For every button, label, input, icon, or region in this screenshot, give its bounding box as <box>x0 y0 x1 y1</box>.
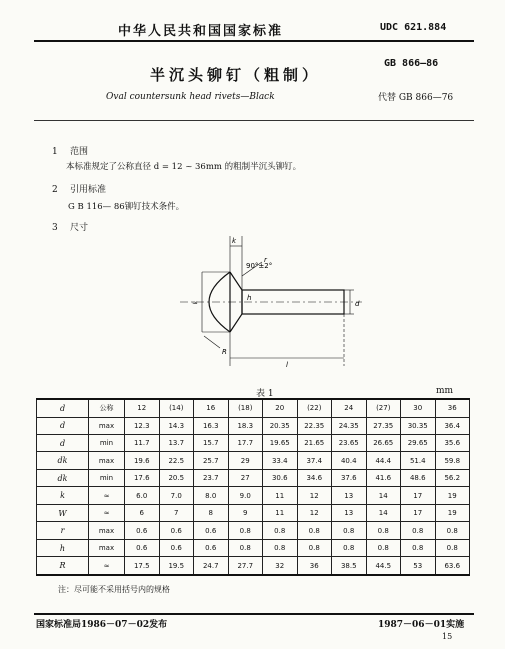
value-cell: 6 <box>125 504 160 521</box>
value-cell: 17.5 <box>125 557 160 575</box>
row-symbol-cell: d <box>37 434 89 451</box>
label-d: d <box>355 300 360 308</box>
value-cell: 35.6 <box>435 434 470 451</box>
value-cell: 11.7 <box>125 434 160 451</box>
table-row <box>37 557 470 575</box>
row-symbol-cell: dk <box>37 469 89 486</box>
value-cell: 17.6 <box>125 469 160 486</box>
table-row <box>37 434 470 451</box>
row-symbol-cell: d <box>37 417 89 434</box>
value-cell: 0.6 <box>125 522 160 539</box>
row-qualifier-cell: min <box>89 434 125 451</box>
section-title: 范围 <box>70 147 89 157</box>
value-cell: 24 <box>332 399 367 417</box>
value-cell: 36.4 <box>435 417 470 434</box>
row-qualifier-cell: ≈ <box>89 504 125 521</box>
value-cell: 7.0 <box>159 487 194 504</box>
value-cell: 0.8 <box>332 522 367 539</box>
value-cell: 13 <box>332 487 367 504</box>
value-cell: 29 <box>228 452 263 469</box>
label-l: l <box>286 361 288 369</box>
value-cell: 16.3 <box>194 417 229 434</box>
value-cell: 0.8 <box>401 522 436 539</box>
value-cell: 0.6 <box>194 522 229 539</box>
value-cell: 20.35 <box>263 417 298 434</box>
value-cell: (27) <box>366 399 401 417</box>
english-title: Oval countersunk head rivets—Black <box>106 92 275 102</box>
table-row <box>37 539 470 556</box>
value-cell: 12 <box>297 487 332 504</box>
row-qualifier-cell: 公称 <box>89 399 125 417</box>
value-cell: 24.7 <box>194 557 229 575</box>
table-row <box>37 487 470 504</box>
value-cell: 19.5 <box>159 557 194 575</box>
value-cell: 25.7 <box>194 452 229 469</box>
standard-header-title: 中华人民共和国国家标准 <box>118 24 284 39</box>
section-number: 2 <box>52 185 58 195</box>
value-cell: 30 <box>401 399 436 417</box>
value-cell: 20 <box>263 399 298 417</box>
value-cell: 40.4 <box>332 452 367 469</box>
value-cell: 0.8 <box>263 539 298 556</box>
value-cell: 36 <box>435 399 470 417</box>
value-cell: 37.4 <box>297 452 332 469</box>
section-number: 3 <box>52 223 58 233</box>
label-ref: ≈ <box>192 299 198 307</box>
R-leader <box>204 336 220 348</box>
value-cell: 19.65 <box>263 434 298 451</box>
value-cell: 0.8 <box>366 539 401 556</box>
row-symbol-cell: W <box>37 504 89 521</box>
value-cell: 30.35 <box>401 417 436 434</box>
value-cell: 27.7 <box>228 557 263 575</box>
value-cell: 0.8 <box>228 522 263 539</box>
value-cell: 22.5 <box>159 452 194 469</box>
value-cell: 41.6 <box>366 469 401 486</box>
table-row <box>37 522 470 539</box>
row-qualifier-cell: max <box>89 417 125 434</box>
value-cell: 30.6 <box>263 469 298 486</box>
row-qualifier-cell: ≈ <box>89 557 125 575</box>
table-caption: 表 1 <box>256 389 274 399</box>
value-cell: 48.6 <box>401 469 436 486</box>
value-cell: 0.8 <box>332 539 367 556</box>
value-cell: 59.8 <box>435 452 470 469</box>
value-cell: 21.65 <box>297 434 332 451</box>
value-cell: 51.4 <box>401 452 436 469</box>
value-cell: 20.5 <box>159 469 194 486</box>
value-cell: 0.8 <box>435 522 470 539</box>
value-cell: 6.0 <box>125 487 160 504</box>
value-cell: 38.5 <box>332 557 367 575</box>
value-cell: 9.0 <box>228 487 263 504</box>
row-qualifier-cell: max <box>89 522 125 539</box>
value-cell: 0.6 <box>194 539 229 556</box>
value-cell: 56.2 <box>435 469 470 486</box>
row-symbol-cell: r <box>37 522 89 539</box>
table-unit: mm <box>436 386 454 396</box>
value-cell: 17.7 <box>228 434 263 451</box>
document-title: 半沉头铆钉（粗制） <box>150 66 322 84</box>
value-cell: 63.6 <box>435 557 470 575</box>
value-cell: 13 <box>332 504 367 521</box>
table-row <box>37 399 470 417</box>
value-cell: 32 <box>263 557 298 575</box>
value-cell: 0.8 <box>435 539 470 556</box>
value-cell: 15.7 <box>194 434 229 451</box>
row-symbol-cell: k <box>37 487 89 504</box>
page-number: 15 <box>442 632 453 641</box>
value-cell: 36 <box>297 557 332 575</box>
value-cell: 17 <box>401 487 436 504</box>
value-cell: 23.65 <box>332 434 367 451</box>
table-note: 注：尽可能不采用括号内的规格 <box>58 585 170 594</box>
label-h: h <box>247 294 252 302</box>
value-cell: 0.6 <box>159 539 194 556</box>
value-cell: 14 <box>366 504 401 521</box>
dimensions-table <box>36 398 470 576</box>
value-cell: 18.3 <box>228 417 263 434</box>
row-qualifier-cell: max <box>89 539 125 556</box>
section-1-text: 本标准规定了公称直径 d = 12 ~ 36mm 的粗制半沉头铆钉。 <box>66 162 302 172</box>
value-cell: 0.8 <box>366 522 401 539</box>
value-cell: 12 <box>297 504 332 521</box>
row-qualifier-cell: min <box>89 469 125 486</box>
value-cell: 53 <box>401 557 436 575</box>
table-row <box>37 469 470 486</box>
value-cell: 33.4 <box>263 452 298 469</box>
value-cell: 8 <box>194 504 229 521</box>
value-cell: 12 <box>125 399 160 417</box>
title-rule <box>34 120 474 121</box>
value-cell: 0.8 <box>228 539 263 556</box>
value-cell: 19 <box>435 487 470 504</box>
value-cell: 24.35 <box>332 417 367 434</box>
label-r: r <box>264 256 267 264</box>
label-R: R <box>222 348 227 356</box>
value-cell: (14) <box>159 399 194 417</box>
implemented-date: 1987－06－01实施 <box>378 620 465 630</box>
value-cell: 7 <box>159 504 194 521</box>
section-number: 1 <box>52 147 58 157</box>
section-title: 引用标准 <box>70 185 107 195</box>
value-cell: 16 <box>194 399 229 417</box>
value-cell: 29.65 <box>401 434 436 451</box>
value-cell: 19.6 <box>125 452 160 469</box>
value-cell: 11 <box>263 504 298 521</box>
gb-number: GB 866—86 <box>384 58 439 69</box>
value-cell: 34.6 <box>297 469 332 486</box>
value-cell: 37.6 <box>332 469 367 486</box>
table-row <box>37 417 470 434</box>
rivet-drawing <box>150 232 370 372</box>
value-cell: 44.5 <box>366 557 401 575</box>
row-symbol-cell: h <box>37 539 89 556</box>
value-cell: 14.3 <box>159 417 194 434</box>
value-cell: 23.7 <box>194 469 229 486</box>
udc-code: UDC 621.884 <box>380 22 447 33</box>
value-cell: 0.6 <box>125 539 160 556</box>
value-cell: 22.35 <box>297 417 332 434</box>
value-cell: 44.4 <box>366 452 401 469</box>
value-cell: 14 <box>366 487 401 504</box>
value-cell: 17 <box>401 504 436 521</box>
value-cell: 27 <box>228 469 263 486</box>
value-cell: 9 <box>228 504 263 521</box>
row-qualifier-cell: max <box>89 452 125 469</box>
value-cell: 12.3 <box>125 417 160 434</box>
value-cell: 8.0 <box>194 487 229 504</box>
section-2-heading <box>52 182 106 195</box>
row-qualifier-cell: ≈ <box>89 487 125 504</box>
section-title: 尺寸 <box>70 223 89 233</box>
row-symbol-cell: dk <box>37 452 89 469</box>
label-k: k <box>232 237 237 245</box>
value-cell: (18) <box>228 399 263 417</box>
value-cell: 0.8 <box>263 522 298 539</box>
footer-rule <box>34 613 474 615</box>
label-angle: 90°±2° <box>246 262 273 270</box>
section-3-heading <box>52 220 88 233</box>
issued-date: 国家标准局1986－07－02发布 <box>36 620 168 630</box>
value-cell: 13.7 <box>159 434 194 451</box>
value-cell: (22) <box>297 399 332 417</box>
value-cell: 0.6 <box>159 522 194 539</box>
table-row <box>37 452 470 469</box>
value-cell: 11 <box>263 487 298 504</box>
row-symbol-cell: R <box>37 557 89 575</box>
section-1-heading <box>52 144 88 157</box>
value-cell: 0.8 <box>297 539 332 556</box>
value-cell: 0.8 <box>297 522 332 539</box>
header-rule <box>34 40 474 42</box>
value-cell: 0.8 <box>401 539 436 556</box>
value-cell: 27.35 <box>366 417 401 434</box>
table-row <box>37 504 470 521</box>
row-symbol-cell: d <box>37 399 89 417</box>
value-cell: 19 <box>435 504 470 521</box>
section-2-text: G B 116— 86铆钉技术条件。 <box>68 202 185 212</box>
value-cell: 26.65 <box>366 434 401 451</box>
replaces-standard: 代替 GB 866—76 <box>378 93 454 103</box>
